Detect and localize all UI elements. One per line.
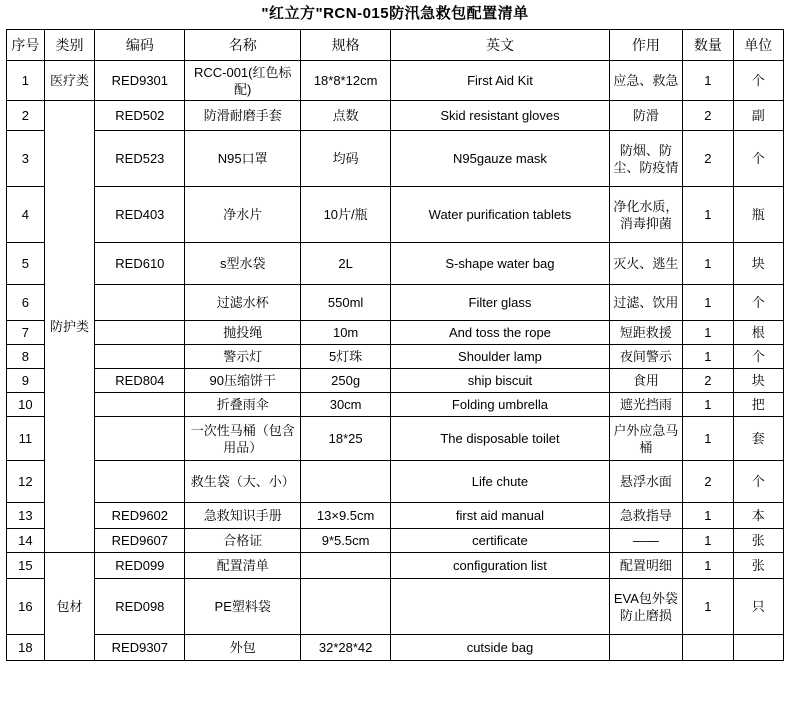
cell-name: 90压缩饼干	[185, 369, 300, 393]
cell-quantity: 1	[683, 243, 733, 285]
cell-english: N95gauze mask	[391, 131, 609, 187]
cell-seq: 7	[7, 321, 45, 345]
cell-english: cutside bag	[391, 635, 609, 661]
cell-seq: 10	[7, 393, 45, 417]
cell-name: 配置清单	[185, 553, 300, 579]
cell-seq: 16	[7, 579, 45, 635]
cell-quantity: 1	[683, 61, 733, 101]
table-row	[7, 321, 784, 345]
cell-quantity	[683, 635, 733, 661]
cell-unit: 个	[733, 285, 783, 321]
cell-spec: 2L	[300, 243, 390, 285]
table-row	[7, 635, 784, 661]
cell-seq: 4	[7, 187, 45, 243]
column-header-unit: 单位	[733, 30, 783, 61]
cell-spec	[300, 461, 390, 503]
cell-code: RED610	[95, 243, 185, 285]
cell-english: Folding umbrella	[391, 393, 609, 417]
table-body	[7, 61, 784, 661]
cell-english: configuration list	[391, 553, 609, 579]
cell-use: 悬浮水面	[609, 461, 683, 503]
cell-code	[95, 321, 185, 345]
cell-unit: 只	[733, 579, 783, 635]
column-header-spec: 规格	[300, 30, 390, 61]
cell-english: The disposable toilet	[391, 417, 609, 461]
cell-use: 防滑	[609, 101, 683, 131]
cell-use: 防烟、防尘、防疫情	[609, 131, 683, 187]
cell-seq: 18	[7, 635, 45, 661]
cell-use: ——	[609, 529, 683, 553]
table-row	[7, 131, 784, 187]
cell-code: RED9602	[95, 503, 185, 529]
cell-code	[95, 393, 185, 417]
cell-english: Filter glass	[391, 285, 609, 321]
cell-spec: 13×9.5cm	[300, 503, 390, 529]
cell-category: 防护类	[44, 101, 94, 553]
table-row	[7, 345, 784, 369]
cell-name: 一次性马桶（包含用品）	[185, 417, 300, 461]
cell-category: 包材	[44, 553, 94, 661]
cell-spec: 32*28*42	[300, 635, 390, 661]
cell-quantity: 2	[683, 131, 733, 187]
column-header-seq: 序号	[7, 30, 45, 61]
cell-use: 户外应急马桶	[609, 417, 683, 461]
column-header-code: 编码	[95, 30, 185, 61]
cell-name: 救生袋（大、小）	[185, 461, 300, 503]
cell-name: N95口罩	[185, 131, 300, 187]
cell-unit: 瓶	[733, 187, 783, 243]
cell-spec: 点数	[300, 101, 390, 131]
cell-english: Skid resistant gloves	[391, 101, 609, 131]
cell-seq: 15	[7, 553, 45, 579]
cell-code: RED804	[95, 369, 185, 393]
cell-quantity: 1	[683, 417, 733, 461]
cell-spec: 10m	[300, 321, 390, 345]
table-header	[7, 30, 784, 61]
cell-code: RED502	[95, 101, 185, 131]
cell-name: 折叠雨伞	[185, 393, 300, 417]
cell-seq: 3	[7, 131, 45, 187]
cell-unit: 根	[733, 321, 783, 345]
table-row	[7, 503, 784, 529]
cell-name: 合格证	[185, 529, 300, 553]
cell-quantity: 1	[683, 321, 733, 345]
cell-spec: 10片/瓶	[300, 187, 390, 243]
cell-code: RED403	[95, 187, 185, 243]
column-header-quantity: 数量	[683, 30, 733, 61]
cell-unit: 张	[733, 553, 783, 579]
cell-quantity: 1	[683, 579, 733, 635]
cell-english: Shoulder lamp	[391, 345, 609, 369]
cell-use: 短距救援	[609, 321, 683, 345]
configuration-table	[6, 29, 784, 661]
table-row	[7, 393, 784, 417]
cell-spec	[300, 579, 390, 635]
cell-use: 应急、救急	[609, 61, 683, 101]
cell-quantity: 1	[683, 503, 733, 529]
cell-quantity: 2	[683, 369, 733, 393]
column-header-use: 作用	[609, 30, 683, 61]
cell-spec: 550ml	[300, 285, 390, 321]
cell-name: 外包	[185, 635, 300, 661]
cell-use: 夜间警示	[609, 345, 683, 369]
cell-quantity: 1	[683, 393, 733, 417]
table-header-row	[7, 30, 784, 61]
cell-quantity: 1	[683, 187, 733, 243]
table-row	[7, 417, 784, 461]
cell-spec: 18*25	[300, 417, 390, 461]
cell-code	[95, 417, 185, 461]
cell-unit: 个	[733, 61, 783, 101]
cell-seq: 5	[7, 243, 45, 285]
cell-spec	[300, 553, 390, 579]
cell-code: RED9307	[95, 635, 185, 661]
cell-spec: 5灯珠	[300, 345, 390, 369]
cell-quantity: 2	[683, 461, 733, 503]
cell-code: RED9607	[95, 529, 185, 553]
cell-unit: 个	[733, 461, 783, 503]
cell-code	[95, 461, 185, 503]
cell-use: 遮光挡雨	[609, 393, 683, 417]
cell-english: S-shape water bag	[391, 243, 609, 285]
cell-use: 净化水质，消毒抑菌	[609, 187, 683, 243]
column-header-name: 名称	[185, 30, 300, 61]
cell-unit: 副	[733, 101, 783, 131]
cell-code: RED098	[95, 579, 185, 635]
cell-use: EVA包外袋防止磨损	[609, 579, 683, 635]
cell-unit: 套	[733, 417, 783, 461]
cell-use: 急救指导	[609, 503, 683, 529]
cell-spec: 250g	[300, 369, 390, 393]
table-row	[7, 101, 784, 131]
cell-unit: 把	[733, 393, 783, 417]
table-row	[7, 461, 784, 503]
cell-seq: 1	[7, 61, 45, 101]
cell-code	[95, 285, 185, 321]
cell-seq: 2	[7, 101, 45, 131]
table-row	[7, 61, 784, 101]
cell-code: RED523	[95, 131, 185, 187]
cell-english: first aid manual	[391, 503, 609, 529]
cell-unit: 块	[733, 369, 783, 393]
cell-unit: 个	[733, 131, 783, 187]
table-row	[7, 243, 784, 285]
cell-use	[609, 635, 683, 661]
cell-category: 医疗类	[44, 61, 94, 101]
cell-unit: 个	[733, 345, 783, 369]
cell-english: And toss the rope	[391, 321, 609, 345]
cell-name: 过滤水杯	[185, 285, 300, 321]
cell-seq: 9	[7, 369, 45, 393]
cell-use: 配置明细	[609, 553, 683, 579]
cell-english: ship biscuit	[391, 369, 609, 393]
cell-quantity: 1	[683, 553, 733, 579]
table-row	[7, 579, 784, 635]
cell-name: 警示灯	[185, 345, 300, 369]
cell-name: 抛投绳	[185, 321, 300, 345]
table-row	[7, 285, 784, 321]
cell-english	[391, 579, 609, 635]
cell-use: 过滤、饮用	[609, 285, 683, 321]
table-row	[7, 187, 784, 243]
cell-seq: 6	[7, 285, 45, 321]
column-header-english: 英文	[391, 30, 609, 61]
page-title: "红立方"RCN-015防汛急救包配置清单	[261, 5, 529, 22]
cell-unit: 块	[733, 243, 783, 285]
cell-seq: 11	[7, 417, 45, 461]
cell-code	[95, 345, 185, 369]
cell-name: PE塑料袋	[185, 579, 300, 635]
cell-code: RED9301	[95, 61, 185, 101]
cell-name: 净水片	[185, 187, 300, 243]
cell-name: 急救知识手册	[185, 503, 300, 529]
cell-seq: 14	[7, 529, 45, 553]
cell-spec: 均码	[300, 131, 390, 187]
table-row	[7, 369, 784, 393]
cell-unit: 本	[733, 503, 783, 529]
cell-seq: 8	[7, 345, 45, 369]
cell-quantity: 2	[683, 101, 733, 131]
cell-name: RCC-001(红色标配)	[185, 61, 300, 101]
cell-quantity: 1	[683, 285, 733, 321]
cell-english: Water purification tablets	[391, 187, 609, 243]
cell-quantity: 1	[683, 345, 733, 369]
cell-seq: 13	[7, 503, 45, 529]
cell-english: First Aid Kit	[391, 61, 609, 101]
cell-unit	[733, 635, 783, 661]
cell-use: 灭火、逃生	[609, 243, 683, 285]
cell-english: certificate	[391, 529, 609, 553]
table-row	[7, 553, 784, 579]
cell-english: Life chute	[391, 461, 609, 503]
cell-name: 防滑耐磨手套	[185, 101, 300, 131]
cell-unit: 张	[733, 529, 783, 553]
cell-name: s型水袋	[185, 243, 300, 285]
cell-quantity: 1	[683, 529, 733, 553]
cell-code: RED099	[95, 553, 185, 579]
cell-seq: 12	[7, 461, 45, 503]
cell-use: 食用	[609, 369, 683, 393]
column-header-category: 类别	[44, 30, 94, 61]
cell-spec: 30cm	[300, 393, 390, 417]
table-row	[7, 529, 784, 553]
cell-spec: 9*5.5cm	[300, 529, 390, 553]
cell-spec: 18*8*12cm	[300, 61, 390, 101]
